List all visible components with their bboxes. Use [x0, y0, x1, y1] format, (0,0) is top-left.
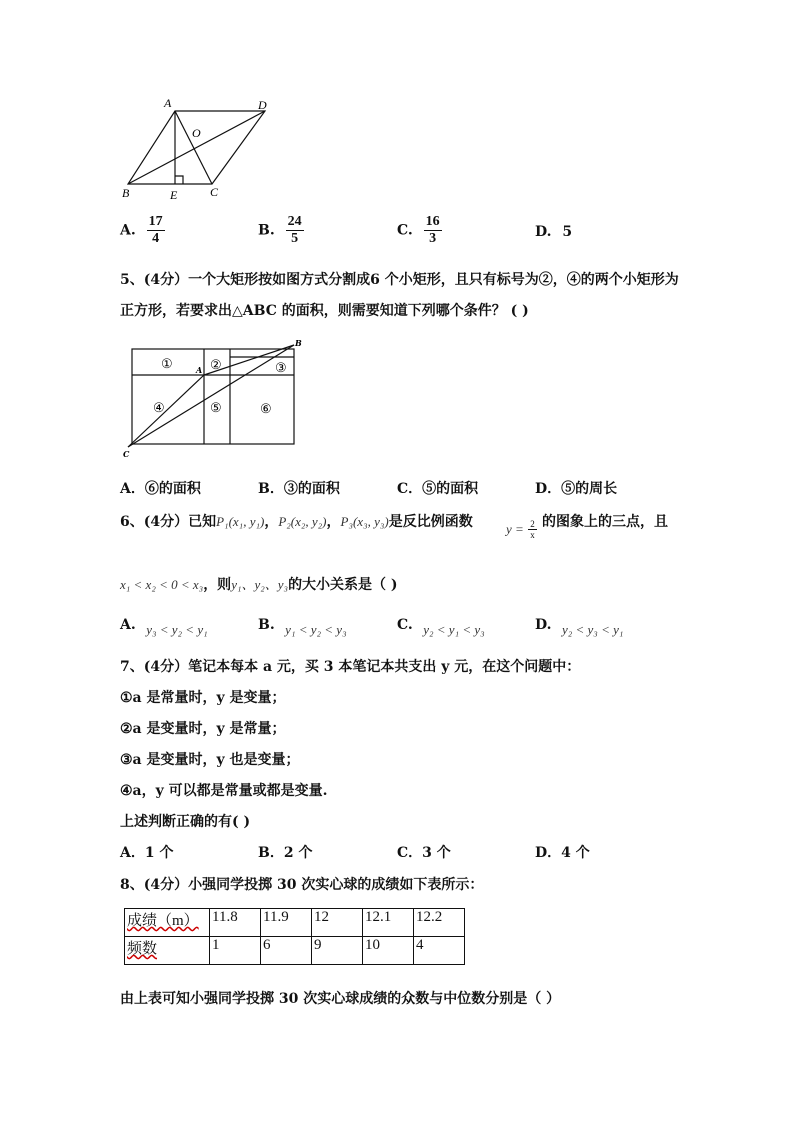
- table-cell: 11.9: [261, 909, 312, 937]
- q6-option-c[interactable]: C. y₂ < y₁ < y₃: [397, 617, 485, 637]
- table-row: [125, 937, 465, 965]
- q5-option-d[interactable]: D．⑤的周长: [535, 481, 618, 497]
- region-3: ③: [275, 361, 287, 376]
- q5-stem-line2: 正方形，若要求出△ABC 的面积，则需要知道下列哪个条件？ ( ): [120, 303, 529, 319]
- q5-option-a[interactable]: A．⑥的面积: [120, 481, 201, 497]
- q6-stem-line2: x₁ < x₂ < 0 < x₃，则y₁、y₂、y₃的大小关系是（ ): [120, 577, 398, 593]
- q7-stem: 7、(4分）笔记本每本 a 元，买 3 本笔记本共支出 y 元，在这个问题中：: [120, 659, 581, 675]
- fraction: $\frac{24}{5}$: [287, 214, 302, 246]
- q6-option-a[interactable]: A. y₃ < y₂ < y₁: [120, 617, 208, 637]
- diagonal-BD: [128, 111, 265, 184]
- segment-AC: [128, 375, 204, 447]
- q6-option-b[interactable]: B. y₁ < y₂ < y₃: [258, 617, 347, 637]
- q5-option-b[interactable]: B．③的面积: [258, 481, 340, 497]
- diagonal-AC: [175, 111, 212, 184]
- table-cell: 10: [363, 937, 414, 965]
- q7-option-c[interactable]: C．3 个: [397, 845, 451, 861]
- q4-option-a[interactable]: A. $\frac{17}{4}$: [120, 214, 163, 246]
- label-O: O: [192, 126, 201, 140]
- region-2: ②: [210, 358, 222, 373]
- q4-option-c[interactable]: C. $\frac{16}{3}$: [397, 214, 440, 246]
- region-5: ⑤: [210, 401, 222, 416]
- q5-option-c[interactable]: C．⑤的面积: [397, 481, 479, 497]
- q6-function: y = $\frac{2}{x}$: [506, 519, 535, 540]
- point-p1: P₁(x₁, y₁): [216, 514, 265, 529]
- table-cell: 4: [414, 937, 465, 965]
- region-6: ⑥: [260, 402, 272, 417]
- table-cell: 9: [312, 937, 363, 965]
- q7-option-b[interactable]: B．2 个: [258, 845, 313, 861]
- q8-stem: 8、(4分）小强同学投掷 30 次实心球的成绩如下表所示：: [120, 877, 484, 893]
- q7-item-1: ①a 是常量时，y 是变量；: [120, 690, 286, 706]
- q7-item-2: ②a 是变量时，y 是常量；: [120, 721, 286, 737]
- point-p2: P₂(x₂, y₂): [278, 514, 327, 529]
- q7-option-d[interactable]: D．4 个: [535, 845, 590, 861]
- point-A: A: [196, 365, 203, 375]
- label-E: E: [170, 188, 178, 202]
- q5-stem-line1: 5、(4分）一个大矩形按如图方式分割成6 个小矩形，且只有标号为②，④的两个小矩形为: [120, 272, 679, 288]
- table-cell: 1: [210, 937, 261, 965]
- label-A: A: [164, 96, 172, 110]
- point-p3: P₃(x₃, y₃): [340, 514, 389, 529]
- q6-option-d[interactable]: D. y₂ < y₃ < y₁: [535, 617, 624, 637]
- table-cell: 12.2: [414, 909, 465, 937]
- condition: x₁ < x₂ < 0 < x₃: [120, 577, 204, 592]
- table-header-cell: 频数: [125, 937, 210, 965]
- table-row: [125, 909, 465, 937]
- q7-item-4: ④a，y 可以都是常量或都是变量.: [120, 783, 328, 799]
- fraction: $\frac{16}{3}$: [425, 214, 440, 246]
- parallelogram-figure: [110, 92, 290, 207]
- right-angle-mark: [175, 176, 183, 184]
- label-C: C: [210, 185, 219, 199]
- q4-option-b[interactable]: B. $\frac{24}{5}$: [258, 214, 302, 246]
- q6-stem-suffix: 的图象上的三点，且: [542, 514, 668, 530]
- fraction: $\frac{2}{x}$: [530, 519, 535, 540]
- q7-question: 上述判断正确的有( ): [120, 814, 251, 830]
- table-cell: 6: [261, 937, 312, 965]
- point-C: C: [123, 449, 130, 459]
- q7-item-3: ③a 是变量时，y 也是变量；: [120, 752, 300, 768]
- region-1: ①: [161, 357, 173, 372]
- point-B: B: [295, 338, 302, 348]
- q7-option-a[interactable]: A．1 个: [120, 845, 174, 861]
- q8-question: 由上表可知小强同学投掷 30 次实心球成绩的众数与中位数分别是（ ）: [120, 991, 561, 1007]
- rectangle-partition-figure: [118, 337, 308, 459]
- table-cell: 11.8: [210, 909, 261, 937]
- table-cell: 12: [312, 909, 363, 937]
- q4-option-d[interactable]: D. 5: [535, 224, 573, 240]
- label-D: D: [258, 98, 267, 112]
- table-cell: 12.1: [363, 909, 414, 937]
- table-header-cell: 成绩（m）: [125, 909, 210, 937]
- q6-stem-line1: 6、(4分）已知P₁(x₁, y₁)，P₂(x₂, y₂)，P₃(x₃, y₃)是反比例函数: [120, 514, 473, 530]
- scores-table: [124, 908, 465, 965]
- fraction: $\frac{17}{4}$: [148, 214, 163, 246]
- region-4: ④: [153, 401, 165, 416]
- label-B: B: [122, 186, 130, 200]
